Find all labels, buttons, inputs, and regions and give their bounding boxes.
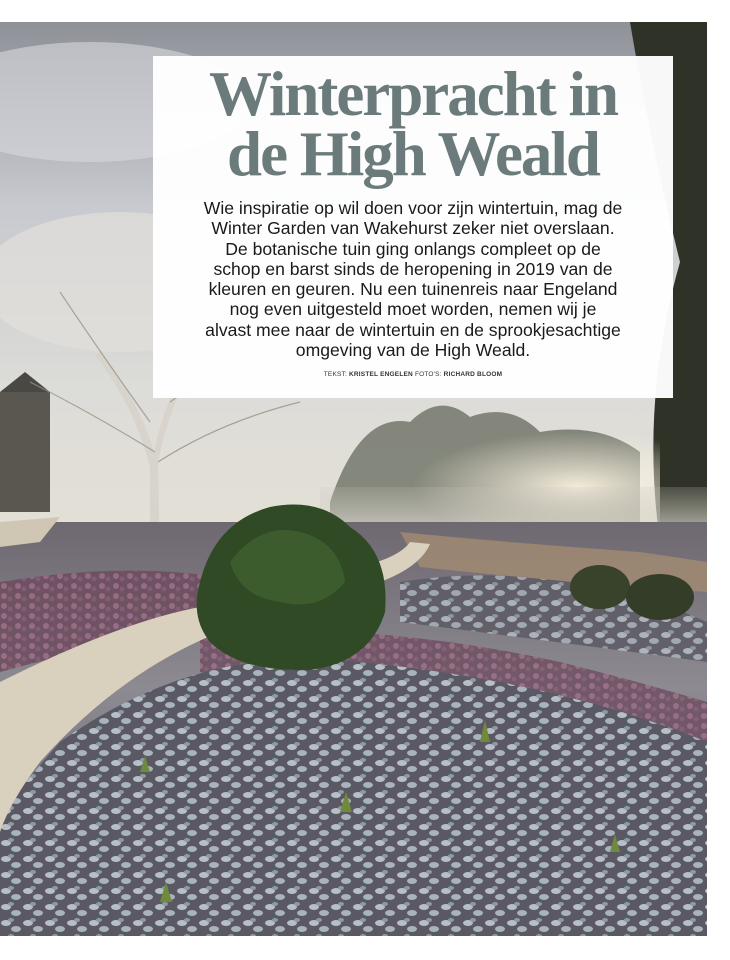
title-line-2: de High Weald <box>227 119 599 189</box>
intro-line: nog even uitgesteld moet worden, nemen wij je <box>229 299 597 320</box>
intro-line: De botanische tuin ging onlangs compleet op de <box>225 238 601 259</box>
text-credit-author: KRISTEL ENGELEN <box>349 371 413 379</box>
text-credit-label: TEKST: <box>323 371 347 379</box>
intro-line: Wie inspiratie op wil doen voor zijn wintertuin, mag de <box>203 198 623 218</box>
intro-line: alvast mee naar de wintertuin en de sprookjesachtige <box>205 319 621 340</box>
title-line-1: Winterpracht in <box>208 59 618 129</box>
article-intro <box>169 198 657 360</box>
byline <box>153 371 673 378</box>
photo-credit-author: RICHARD BLOOM <box>443 371 503 379</box>
title-panel <box>153 56 673 398</box>
intro-line: schop en barst sinds de heropening in 2019 van de <box>213 258 613 279</box>
intro-line: kleuren en geuren. Nu een tuinenreis naar Engeland <box>208 279 618 300</box>
intro-line: Winter Garden van Wakehurst zeker niet overslaan. <box>211 218 615 239</box>
intro-line: omgeving van de High Weald. <box>295 340 531 361</box>
photo-credit-label: FOTO'S: <box>414 371 442 379</box>
article-title <box>153 59 673 189</box>
